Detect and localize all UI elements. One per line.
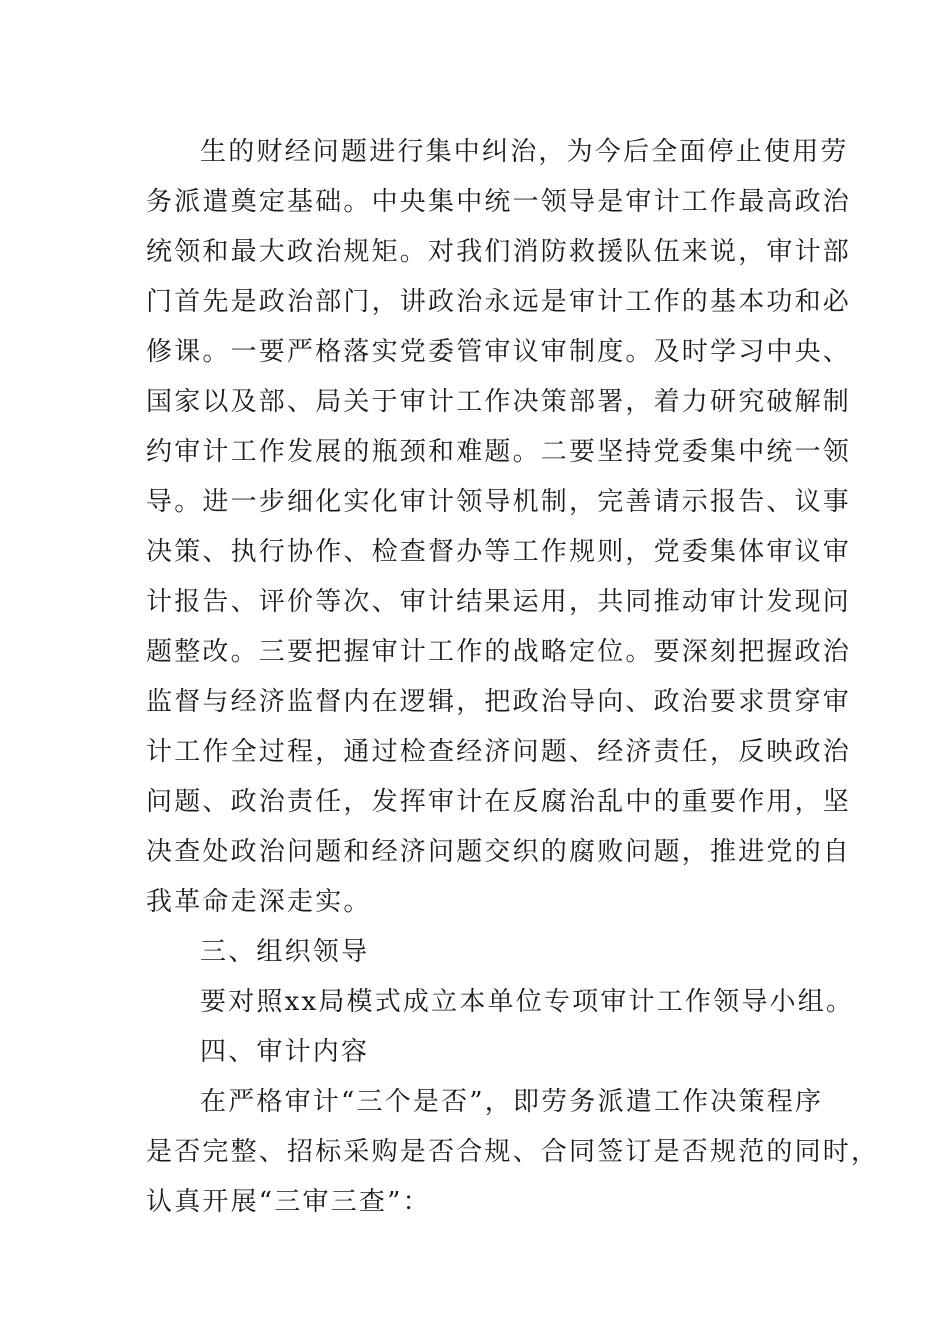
paragraph-line: 题整改。三要把握审计工作的战略定位。要深刻把握政治 (146, 637, 852, 667)
section-heading: 四、审计内容 (200, 1037, 370, 1067)
paragraph-line: 要对照xx局模式成立本单位专项审计工作领导小组。 (200, 987, 855, 1017)
paragraph-line: 生的财经问题进行集中纠治，为今后全面停止使用劳 (200, 137, 849, 167)
paragraph-line: 务派遣奠定基础。中央集中统一领导是审计工作最高政治 (146, 187, 852, 217)
paragraph-line: 我革命走深走实。 (146, 887, 372, 917)
section-heading: 三、组织领导 (200, 937, 370, 967)
paragraph-line: 监督与经济监督内在逻辑，把政治导向、政治要求贯穿审 (146, 687, 852, 717)
paragraph-line: 约审计工作发展的瓶颈和难题。二要坚持党委集中统一领 (146, 437, 852, 467)
paragraph-line: 国家以及部、局关于审计工作决策部署，着力研究破解制 (146, 387, 852, 417)
paragraph-line: 修课。一要严格落实党委管审议审制度。及时学习中央、 (146, 337, 852, 367)
paragraph-line: 在严格审计“三个是否”，即劳务派遣工作决策程序 (200, 1087, 824, 1117)
paragraph-line: 计报告、评价等次、审计结果运用，共同推动审计发现问 (146, 587, 852, 617)
paragraph-line: 统领和最大政治规矩。对我们消防救援队伍来说，审计部 (146, 237, 852, 267)
paragraph-line: 决策、执行协作、检查督办等工作规则，党委集体审议审 (146, 537, 852, 567)
paragraph-line: 是否完整、招标采购是否合规、合同签订是否规范的同时， (146, 1137, 880, 1167)
paragraph-line: 决查处政治问题和经济问题交织的腐败问题，推进党的自 (146, 837, 852, 867)
paragraph-line: 门首先是政治部门，讲政治永远是审计工作的基本功和必 (146, 287, 852, 317)
paragraph-line: 计工作全过程，通过检查经济问题、经济责任，反映政治 (146, 737, 852, 767)
paragraph-line: 认真开展“三审三查”： (146, 1187, 431, 1217)
paragraph-line: 导。进一步细化实化审计领导机制，完善请示报告、议事 (146, 487, 852, 517)
paragraph-line: 问题、政治责任，发挥审计在反腐治乱中的重要作用，坚 (146, 787, 852, 817)
document-body (146, 127, 880, 1227)
